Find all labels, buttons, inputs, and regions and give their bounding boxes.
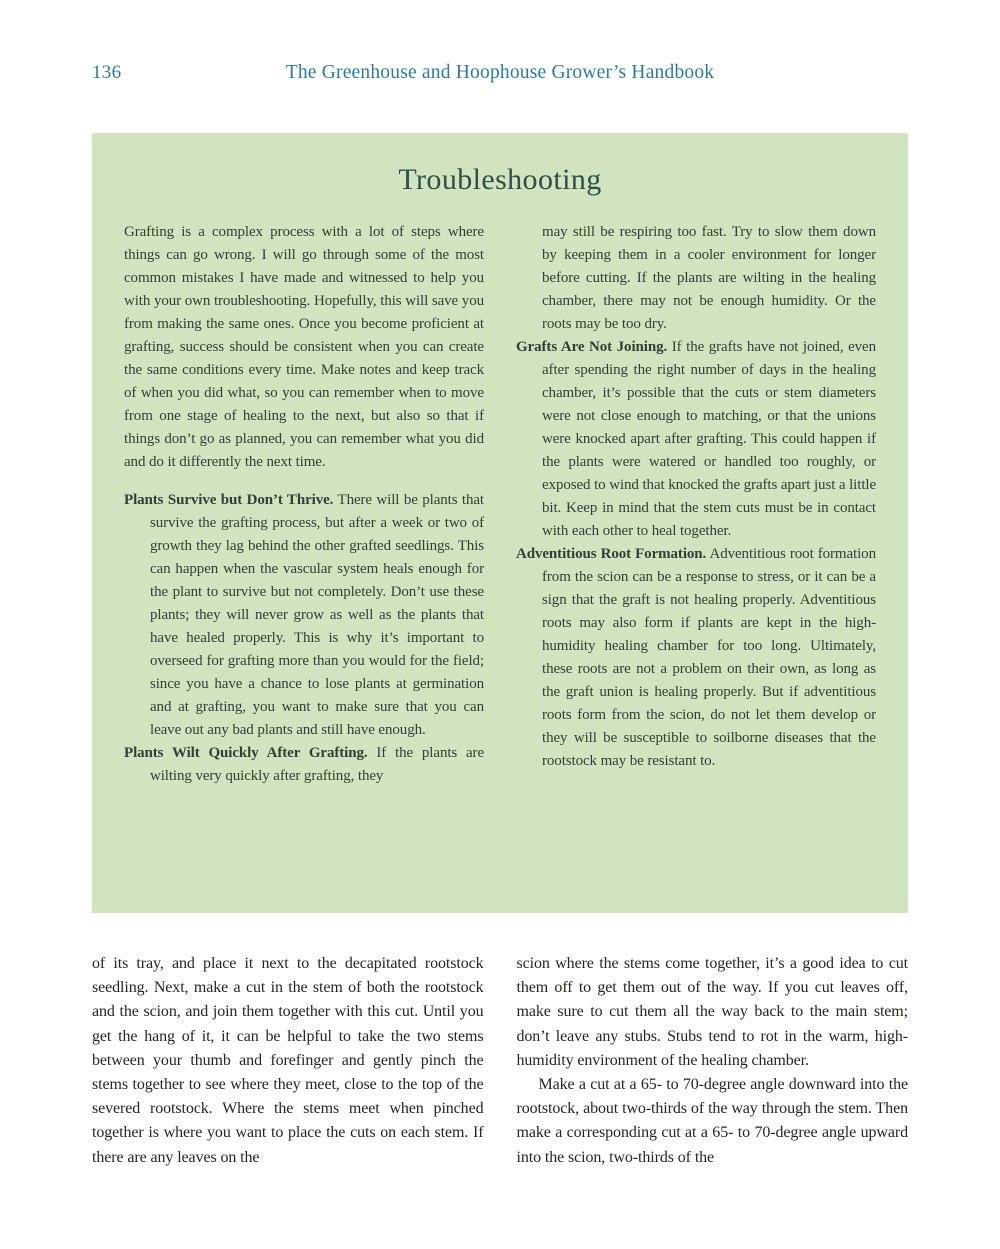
entry-body: If the grafts have not joined, even after spending the right number of days in the healing chamber, it’s possible that the cuts or stem diameters were not close enough to matching, or that the unions were knocked apart after grafting. This could happen if the plants were watered or handled too roughly, or exposed to wind that knocked the grafts apart just a little bit. Keep in mind that the stem cuts must be in contact with each other to heal together.: [542, 339, 877, 539]
entry-body: Adventitious root formation from the scion can be a response to stress, or it can be a sign that the graft is not healing properly. Adventitious roots may also form if plants are kept in the high-humidity healing chamber for too long. Ultimately, these roots are not a problem on their own, as long as the graft union is healing properly. But if adventitious roots form from the scion, do not let them develop or they will be susceptible to soilborne diseases that the rootstock may be resistant to.: [542, 546, 876, 769]
sidebar-right-column: [516, 221, 876, 788]
entry-body: If the plants are wilting very quickly after grafting, they: [150, 745, 484, 784]
sidebar-left-column: [124, 221, 484, 788]
entry-lead: Grafts Are Not Joining.: [516, 339, 668, 355]
entry-continuation: may still be respiring too fast. Try to slow them down by keeping them in a cooler environment for longer before cutting. If the plants are wilting in the healing chamber, there may not be enough humidity. Or the roots may be too dry.: [542, 224, 876, 332]
sidebar-entry-grafts-not-joining: [516, 336, 876, 543]
sidebar-entry-plants-wilt: [124, 742, 484, 788]
entry-body: There will be plants that survive the grafting process, but after a week or two of growth they lag behind the other grafted seedlings. This can happen when the vascular system heals enough for the plant to survive but not completely. Don’t use these plants; they will never grow as well as the plants that have healed properly. This is why it’s important to overseed for grafting more than you would for the field; since you have a chance to lose plants at germination and at grafting, you want to make sure that you can leave out any bad plants and still have enough.: [150, 492, 484, 738]
body-paragraph: of its tray, and place it next to the decapitated rootstock seedling. Next, make a cut in the stem of both the rootstock and the scion, and join them together with this cut. Until you get the hang of it, it can be helpful to take the two stems between your thumb and forefinger and gently pinch the stems together to see where they meet, close to the top of the severed rootstock. Where the stems meet when pinched together is where you want to place the cuts on each stem. If there are any leaves on the: [92, 955, 484, 1166]
troubleshooting-box: [92, 133, 908, 913]
body-paragraph: scion where the stems come together, it’s a good idea to cut them off to get them out of the way. If you cut leaves off, make sure to cut them all the way back to the main stem; don’t leave any stubs. Stubs tend to rot in the warm, high-humidity environment of the healing chamber.: [516, 955, 908, 1069]
sidebar-columns: [124, 221, 876, 788]
body-text: [92, 952, 908, 1170]
sidebar-entry-plants-survive: [124, 489, 484, 742]
sidebar-entry-adventitious-roots: [516, 543, 876, 773]
page-header: [92, 62, 908, 88]
entry-lead: Plants Survive but Don’t Thrive.: [124, 492, 334, 508]
body-right-column: [517, 952, 909, 1170]
entry-lead: Plants Wilt Quickly After Grafting.: [124, 745, 368, 761]
body-paragraph: Make a cut at a 65- to 70-degree angle downward into the rootstock, about two-thirds of the way through the stem. Then make a corresponding cut at a 65- to 70-degree angle upward into the scion, two-thirds of the: [516, 1076, 908, 1166]
running-head: The Greenhouse and Hoophouse Grower’s Handbook: [285, 62, 715, 83]
sidebar-title: Troubleshooting: [398, 163, 602, 196]
entry-lead: Adventitious Root Formation.: [516, 546, 707, 562]
sidebar-intro-paragraph: Grafting is a complex process with a lot of steps where things can go wrong. I will go through some of the most common mistakes I have made and witnessed to help you with your own troubleshooting. Hopefully, this will save you from making the same ones. Once you become proficient at grafting, success should be consistent when you can create the same conditions every time. Make notes and keep track of when you did what, so you can remember when to move from one stage of healing to the next, but also so that if things don’t go as planned, you can remember what you did and do it differently the next time.: [124, 224, 484, 470]
page-number: 136: [92, 62, 122, 83]
body-left-column: [92, 952, 484, 1170]
